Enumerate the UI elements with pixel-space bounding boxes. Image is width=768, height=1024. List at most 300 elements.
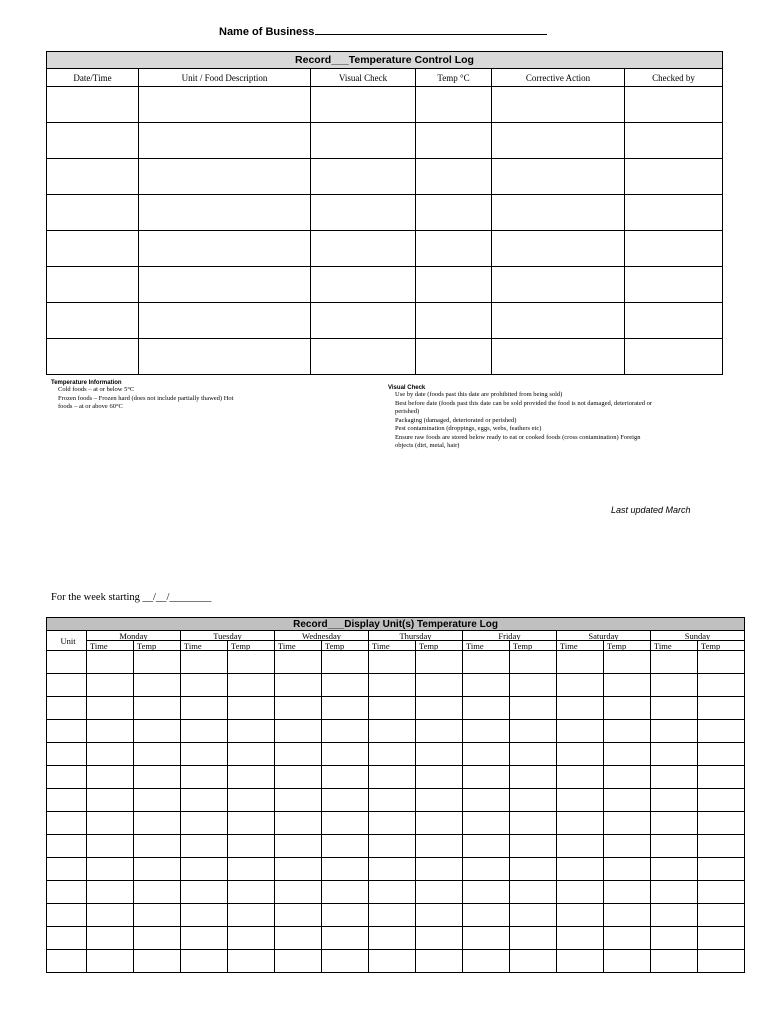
log1-entry-cell[interactable]	[625, 231, 723, 267]
log1-entry-cell[interactable]	[139, 303, 311, 339]
log1-entry-cell[interactable]	[311, 303, 416, 339]
log2-entry-cell[interactable]	[322, 651, 369, 674]
log2-entry-cell[interactable]	[557, 904, 604, 927]
log2-entry-cell[interactable]	[181, 835, 228, 858]
log2-entry-cell[interactable]	[557, 720, 604, 743]
log2-entry-cell[interactable]	[698, 789, 745, 812]
log2-entry-cell[interactable]	[47, 720, 87, 743]
log2-entry-cell[interactable]	[604, 812, 651, 835]
log2-entry-cell[interactable]	[322, 950, 369, 973]
log2-entry-cell[interactable]	[134, 697, 181, 720]
log2-entry-cell[interactable]	[369, 766, 416, 789]
business-name-blank[interactable]	[315, 24, 547, 35]
log2-entry-cell[interactable]	[463, 766, 510, 789]
log2-entry-cell[interactable]	[134, 835, 181, 858]
log2-entry-cell[interactable]	[510, 651, 557, 674]
log1-entry-cell[interactable]	[492, 231, 625, 267]
log2-entry-cell[interactable]	[698, 927, 745, 950]
log2-entry-cell[interactable]	[47, 651, 87, 674]
log2-entry-cell[interactable]	[604, 766, 651, 789]
log2-entry-cell[interactable]	[181, 927, 228, 950]
log2-entry-cell[interactable]	[47, 743, 87, 766]
log1-entry-cell[interactable]	[416, 231, 492, 267]
log2-entry-cell[interactable]	[47, 950, 87, 973]
log2-entry-cell[interactable]	[87, 950, 134, 973]
log2-entry-cell[interactable]	[604, 743, 651, 766]
log2-entry-cell[interactable]	[463, 697, 510, 720]
log2-entry-cell[interactable]	[557, 674, 604, 697]
time-column-header: Time	[463, 641, 510, 651]
log1-entry-cell[interactable]	[311, 339, 416, 375]
log2-entry-cell[interactable]	[47, 766, 87, 789]
log1-entry-cell[interactable]	[139, 267, 311, 303]
log2-entry-cell[interactable]	[87, 881, 134, 904]
log2-entry-cell[interactable]	[181, 743, 228, 766]
log2-entry-cell[interactable]	[322, 835, 369, 858]
log2-entry-cell[interactable]	[369, 743, 416, 766]
log1-column-header: Temp °C	[416, 69, 492, 87]
log1-entry-cell[interactable]	[625, 339, 723, 375]
log2-entry-cell[interactable]	[181, 697, 228, 720]
business-name-label: Name of Business	[219, 26, 315, 38]
log2-entry-cell[interactable]	[275, 858, 322, 881]
log2-entry-cell[interactable]	[228, 881, 275, 904]
log1-entry-cell[interactable]	[47, 339, 139, 375]
table-row	[47, 835, 745, 858]
log2-entry-cell[interactable]	[651, 743, 698, 766]
log2-entry-cell[interactable]	[651, 927, 698, 950]
log2-entry-cell[interactable]	[47, 697, 87, 720]
log2-subheader-row	[47, 641, 745, 651]
log2-body	[47, 651, 745, 973]
table-row	[47, 881, 745, 904]
log2-entry-cell[interactable]	[557, 950, 604, 973]
table-row	[47, 766, 745, 789]
log2-entry-cell[interactable]	[557, 858, 604, 881]
log1-title: Record___Temperature Control Log	[47, 52, 723, 69]
log2-entry-cell[interactable]	[557, 766, 604, 789]
log2-entry-cell[interactable]	[322, 789, 369, 812]
log2-entry-cell[interactable]	[228, 789, 275, 812]
log2-entry-cell[interactable]	[463, 743, 510, 766]
log2-entry-cell[interactable]	[228, 812, 275, 835]
log2-entry-cell[interactable]	[228, 766, 275, 789]
log2-entry-cell[interactable]	[557, 812, 604, 835]
log1-entry-cell[interactable]	[139, 231, 311, 267]
log2-entry-cell[interactable]	[557, 697, 604, 720]
log2-entry-cell[interactable]	[87, 927, 134, 950]
log2-entry-cell[interactable]	[604, 950, 651, 973]
log2-entry-cell[interactable]	[47, 789, 87, 812]
log2-entry-cell[interactable]	[463, 950, 510, 973]
log2-entry-cell[interactable]	[47, 674, 87, 697]
log2-entry-cell[interactable]	[510, 904, 557, 927]
log1-entry-cell[interactable]	[311, 123, 416, 159]
log2-entry-cell[interactable]	[275, 651, 322, 674]
log2-entry-cell[interactable]	[47, 881, 87, 904]
log2-entry-cell[interactable]	[604, 904, 651, 927]
log2-entry-cell[interactable]	[87, 858, 134, 881]
log2-entry-cell[interactable]	[369, 651, 416, 674]
log2-entry-cell[interactable]	[275, 904, 322, 927]
log2-entry-cell[interactable]	[510, 881, 557, 904]
log2-entry-cell[interactable]	[322, 812, 369, 835]
log1-entry-cell[interactable]	[492, 339, 625, 375]
log1-column-header: Visual Check	[311, 69, 416, 87]
log2-entry-cell[interactable]	[463, 720, 510, 743]
log1-entry-cell[interactable]	[416, 267, 492, 303]
log2-entry-cell[interactable]	[134, 789, 181, 812]
log2-entry-cell[interactable]	[651, 789, 698, 812]
log2-entry-cell[interactable]	[275, 950, 322, 973]
log2-entry-cell[interactable]	[416, 743, 463, 766]
log2-entry-cell[interactable]	[651, 950, 698, 973]
log1-entry-cell[interactable]	[47, 303, 139, 339]
log1-entry-cell[interactable]	[311, 195, 416, 231]
log1-entry-cell[interactable]	[492, 195, 625, 231]
log2-entry-cell[interactable]	[510, 674, 557, 697]
log2-entry-cell[interactable]	[510, 927, 557, 950]
log2-entry-cell[interactable]	[275, 881, 322, 904]
log2-entry-cell[interactable]	[698, 674, 745, 697]
log2-entry-cell[interactable]	[228, 858, 275, 881]
log1-entry-cell[interactable]	[416, 87, 492, 123]
log2-entry-cell[interactable]	[47, 927, 87, 950]
log2-entry-cell[interactable]	[651, 858, 698, 881]
table-row	[47, 697, 745, 720]
log2-entry-cell[interactable]	[181, 950, 228, 973]
log2-entry-cell[interactable]	[557, 743, 604, 766]
log1-column-header: Unit / Food Description	[139, 69, 311, 87]
log2-entry-cell[interactable]	[698, 881, 745, 904]
log2-entry-cell[interactable]	[181, 789, 228, 812]
log1-entry-cell[interactable]	[47, 123, 139, 159]
log2-entry-cell[interactable]	[463, 651, 510, 674]
log1-entry-cell[interactable]	[492, 267, 625, 303]
log1-entry-cell[interactable]	[139, 87, 311, 123]
log2-entry-cell[interactable]	[134, 904, 181, 927]
log2-entry-cell[interactable]	[604, 881, 651, 904]
visual-check-notes	[388, 385, 698, 451]
log2-entry-cell[interactable]	[416, 789, 463, 812]
log2-entry-cell[interactable]	[698, 858, 745, 881]
log2-entry-cell[interactable]	[322, 674, 369, 697]
log2-entry-cell[interactable]	[134, 812, 181, 835]
log2-entry-cell[interactable]	[275, 743, 322, 766]
log1-entry-cell[interactable]	[492, 303, 625, 339]
log2-entry-cell[interactable]	[463, 927, 510, 950]
log2-entry-cell[interactable]	[275, 697, 322, 720]
temp-column-header: Temp	[228, 641, 275, 651]
log2-entry-cell[interactable]	[369, 674, 416, 697]
log1-column-header: Checked by	[625, 69, 723, 87]
log2-entry-cell[interactable]	[369, 881, 416, 904]
log2-entry-cell[interactable]	[651, 674, 698, 697]
log1-entry-cell[interactable]	[625, 159, 723, 195]
week-starting-line: For the week starting __/__/________	[51, 592, 212, 603]
visual-check-line: objects (dirt, metal, hair)	[395, 442, 460, 449]
log1-entry-cell[interactable]	[47, 87, 139, 123]
log2-entry-cell[interactable]	[87, 651, 134, 674]
log2-entry-cell[interactable]	[87, 674, 134, 697]
log2-entry-cell[interactable]	[698, 720, 745, 743]
log2-entry-cell[interactable]	[134, 720, 181, 743]
log2-entry-cell[interactable]	[87, 789, 134, 812]
log2-entry-cell[interactable]	[275, 927, 322, 950]
log2-entry-cell[interactable]	[698, 835, 745, 858]
log2-entry-cell[interactable]	[47, 904, 87, 927]
log1-entry-cell[interactable]	[47, 267, 139, 303]
log2-entry-cell[interactable]	[604, 835, 651, 858]
visual-check-line: Best before date (foods past this date can be sold provided the food is not damaged, deteriorated or	[395, 399, 653, 407]
log2-entry-cell[interactable]	[228, 743, 275, 766]
log2-entry-cell[interactable]	[416, 674, 463, 697]
log2-entry-cell[interactable]	[463, 881, 510, 904]
temp-column-header: Temp	[134, 641, 181, 651]
log2-entry-cell[interactable]	[416, 881, 463, 904]
log2-entry-cell[interactable]	[181, 651, 228, 674]
log2-entry-cell[interactable]	[369, 835, 416, 858]
log2-entry-cell[interactable]	[87, 766, 134, 789]
log1-entry-cell[interactable]	[311, 87, 416, 123]
log2-entry-cell[interactable]	[181, 766, 228, 789]
log1-entry-cell[interactable]	[625, 87, 723, 123]
log2-entry-cell[interactable]	[322, 858, 369, 881]
log2-entry-cell[interactable]	[134, 674, 181, 697]
log2-entry-cell[interactable]	[134, 743, 181, 766]
log2-entry-cell[interactable]	[47, 835, 87, 858]
log2-entry-cell[interactable]	[416, 720, 463, 743]
log2-entry-cell[interactable]	[604, 651, 651, 674]
log2-entry-cell[interactable]	[416, 812, 463, 835]
log2-entry-cell[interactable]	[651, 766, 698, 789]
log2-entry-cell[interactable]	[416, 697, 463, 720]
table-row	[47, 858, 745, 881]
log2-entry-cell[interactable]	[604, 697, 651, 720]
log1-entry-cell[interactable]	[625, 123, 723, 159]
log1-entry-cell[interactable]	[625, 267, 723, 303]
log1-entry-cell[interactable]	[311, 231, 416, 267]
log2-entry-cell[interactable]	[698, 904, 745, 927]
log2-entry-cell[interactable]	[181, 720, 228, 743]
log2-entry-cell[interactable]	[698, 697, 745, 720]
log2-entry-cell[interactable]	[322, 720, 369, 743]
log2-entry-cell[interactable]	[416, 835, 463, 858]
log2-entry-cell[interactable]	[463, 904, 510, 927]
log2-entry-cell[interactable]	[275, 766, 322, 789]
log1-entry-cell[interactable]	[311, 159, 416, 195]
log1-column-header: Corrective Action	[492, 69, 625, 87]
log2-entry-cell[interactable]	[369, 904, 416, 927]
log2-entry-cell[interactable]	[510, 743, 557, 766]
log2-entry-cell[interactable]	[87, 720, 134, 743]
log2-entry-cell[interactable]	[416, 766, 463, 789]
log2-entry-cell[interactable]	[47, 858, 87, 881]
log2-entry-cell[interactable]	[651, 651, 698, 674]
log2-entry-cell[interactable]	[322, 697, 369, 720]
log2-entry-cell[interactable]	[557, 651, 604, 674]
log2-entry-cell[interactable]	[698, 651, 745, 674]
temperature-information-notes	[51, 380, 281, 412]
log2-entry-cell[interactable]	[651, 812, 698, 835]
log2-entry-cell[interactable]	[510, 812, 557, 835]
log1-entry-cell[interactable]	[416, 339, 492, 375]
log2-entry-cell[interactable]	[134, 881, 181, 904]
log2-entry-cell[interactable]	[228, 697, 275, 720]
table-row	[47, 789, 745, 812]
log2-entry-cell[interactable]	[228, 674, 275, 697]
log2-entry-cell[interactable]	[134, 950, 181, 973]
log2-entry-cell[interactable]	[557, 835, 604, 858]
log2-entry-cell[interactable]	[228, 835, 275, 858]
log2-entry-cell[interactable]	[604, 720, 651, 743]
temperature-information-line: Cold foods – at or below 5°C	[58, 386, 135, 393]
time-column-header: Time	[369, 641, 416, 651]
log2-entry-cell[interactable]	[322, 927, 369, 950]
log2-entry-cell[interactable]	[275, 720, 322, 743]
log1-entry-cell[interactable]	[47, 195, 139, 231]
log2-entry-cell[interactable]	[181, 858, 228, 881]
log2-entry-cell[interactable]	[416, 904, 463, 927]
log2-entry-cell[interactable]	[228, 950, 275, 973]
temp-column-header: Temp	[510, 641, 557, 651]
log2-entry-cell[interactable]	[87, 697, 134, 720]
log2-entry-cell[interactable]	[369, 927, 416, 950]
temperature-information-title: Temperature Information	[51, 380, 122, 386]
log2-entry-cell[interactable]	[557, 789, 604, 812]
log2-entry-cell[interactable]	[134, 858, 181, 881]
time-column-header: Time	[557, 641, 604, 651]
log1-entry-cell[interactable]	[311, 267, 416, 303]
log2-entry-cell[interactable]	[510, 720, 557, 743]
log2-entry-cell[interactable]	[87, 904, 134, 927]
visual-check-line: perished)	[395, 408, 420, 415]
table-row	[47, 195, 723, 231]
log1-entry-cell[interactable]	[139, 339, 311, 375]
log1-entry-cell[interactable]	[416, 123, 492, 159]
log1-entry-cell[interactable]	[139, 159, 311, 195]
log1-entry-cell[interactable]	[416, 303, 492, 339]
log1-entry-cell[interactable]	[492, 159, 625, 195]
log2-entry-cell[interactable]	[87, 812, 134, 835]
log2-entry-cell[interactable]	[322, 881, 369, 904]
time-column-header: Time	[275, 641, 322, 651]
log2-entry-cell[interactable]	[228, 904, 275, 927]
log2-entry-cell[interactable]	[510, 697, 557, 720]
log2-entry-cell[interactable]	[463, 789, 510, 812]
log2-entry-cell[interactable]	[463, 674, 510, 697]
log2-entry-cell[interactable]	[228, 927, 275, 950]
log2-entry-cell[interactable]	[604, 858, 651, 881]
log1-column-header: Date/Time	[47, 69, 139, 87]
log2-entry-cell[interactable]	[416, 858, 463, 881]
log2-entry-cell[interactable]	[228, 720, 275, 743]
log2-entry-cell[interactable]	[463, 858, 510, 881]
log2-entry-cell[interactable]	[181, 881, 228, 904]
log2-entry-cell[interactable]	[557, 927, 604, 950]
log1-entry-cell[interactable]	[416, 159, 492, 195]
log2-entry-cell[interactable]	[557, 881, 604, 904]
log2-entry-cell[interactable]	[510, 950, 557, 973]
log2-entry-cell[interactable]	[369, 858, 416, 881]
log2-entry-cell[interactable]	[322, 743, 369, 766]
log2-entry-cell[interactable]	[275, 812, 322, 835]
log2-entry-cell[interactable]	[369, 697, 416, 720]
log2-entry-cell[interactable]	[369, 789, 416, 812]
log2-entry-cell[interactable]	[275, 789, 322, 812]
log2-entry-cell[interactable]	[510, 766, 557, 789]
table-row	[47, 123, 723, 159]
log1-header-row	[47, 69, 723, 87]
log1-entry-cell[interactable]	[625, 195, 723, 231]
table-row	[47, 927, 745, 950]
log2-entry-cell[interactable]	[134, 651, 181, 674]
log2-entry-cell[interactable]	[181, 904, 228, 927]
temp-column-header: Temp	[698, 641, 745, 651]
log2-entry-cell[interactable]	[369, 950, 416, 973]
log2-entry-cell[interactable]	[463, 835, 510, 858]
log2-entry-cell[interactable]	[275, 674, 322, 697]
log2-entry-cell[interactable]	[463, 812, 510, 835]
log2-entry-cell[interactable]	[604, 789, 651, 812]
temp-column-header: Temp	[322, 641, 369, 651]
log1-entry-cell[interactable]	[625, 303, 723, 339]
log2-entry-cell[interactable]	[416, 950, 463, 973]
log2-entry-cell[interactable]	[698, 766, 745, 789]
log2-entry-cell[interactable]	[604, 674, 651, 697]
log2-entry-cell[interactable]	[369, 720, 416, 743]
log2-entry-cell[interactable]	[228, 651, 275, 674]
visual-check-title: Visual Check	[388, 385, 426, 391]
log2-entry-cell[interactable]	[134, 927, 181, 950]
log2-entry-cell[interactable]	[181, 674, 228, 697]
log2-entry-cell[interactable]	[510, 789, 557, 812]
log2-entry-cell[interactable]	[416, 927, 463, 950]
log2-entry-cell[interactable]	[604, 927, 651, 950]
log2-entry-cell[interactable]	[322, 766, 369, 789]
log2-entry-cell[interactable]	[87, 835, 134, 858]
log2-entry-cell[interactable]	[416, 651, 463, 674]
log2-entry-cell[interactable]	[651, 697, 698, 720]
log1-entry-cell[interactable]	[492, 87, 625, 123]
log1-entry-cell[interactable]	[47, 159, 139, 195]
log2-entry-cell[interactable]	[181, 812, 228, 835]
log2-entry-cell[interactable]	[698, 743, 745, 766]
log2-entry-cell[interactable]	[369, 812, 416, 835]
log2-entry-cell[interactable]	[651, 904, 698, 927]
log2-entry-cell[interactable]	[87, 743, 134, 766]
log2-entry-cell[interactable]	[651, 720, 698, 743]
log2-entry-cell[interactable]	[698, 812, 745, 835]
log1-entry-cell[interactable]	[492, 123, 625, 159]
table-row	[47, 87, 723, 123]
log2-entry-cell[interactable]	[134, 766, 181, 789]
log2-entry-cell[interactable]	[698, 950, 745, 973]
log2-entry-cell[interactable]	[510, 858, 557, 881]
log2-entry-cell[interactable]	[510, 835, 557, 858]
log2-entry-cell[interactable]	[651, 881, 698, 904]
log2-entry-cell[interactable]	[275, 835, 322, 858]
temperature-information-line: foods – at or above 60°C	[58, 403, 123, 410]
log2-entry-cell[interactable]	[47, 812, 87, 835]
log2-entry-cell[interactable]	[322, 904, 369, 927]
log1-entry-cell[interactable]	[47, 231, 139, 267]
log2-entry-cell[interactable]	[651, 835, 698, 858]
log1-entry-cell[interactable]	[139, 123, 311, 159]
day-header: Saturday	[557, 631, 651, 641]
log1-entry-cell[interactable]	[416, 195, 492, 231]
log1-entry-cell[interactable]	[139, 195, 311, 231]
